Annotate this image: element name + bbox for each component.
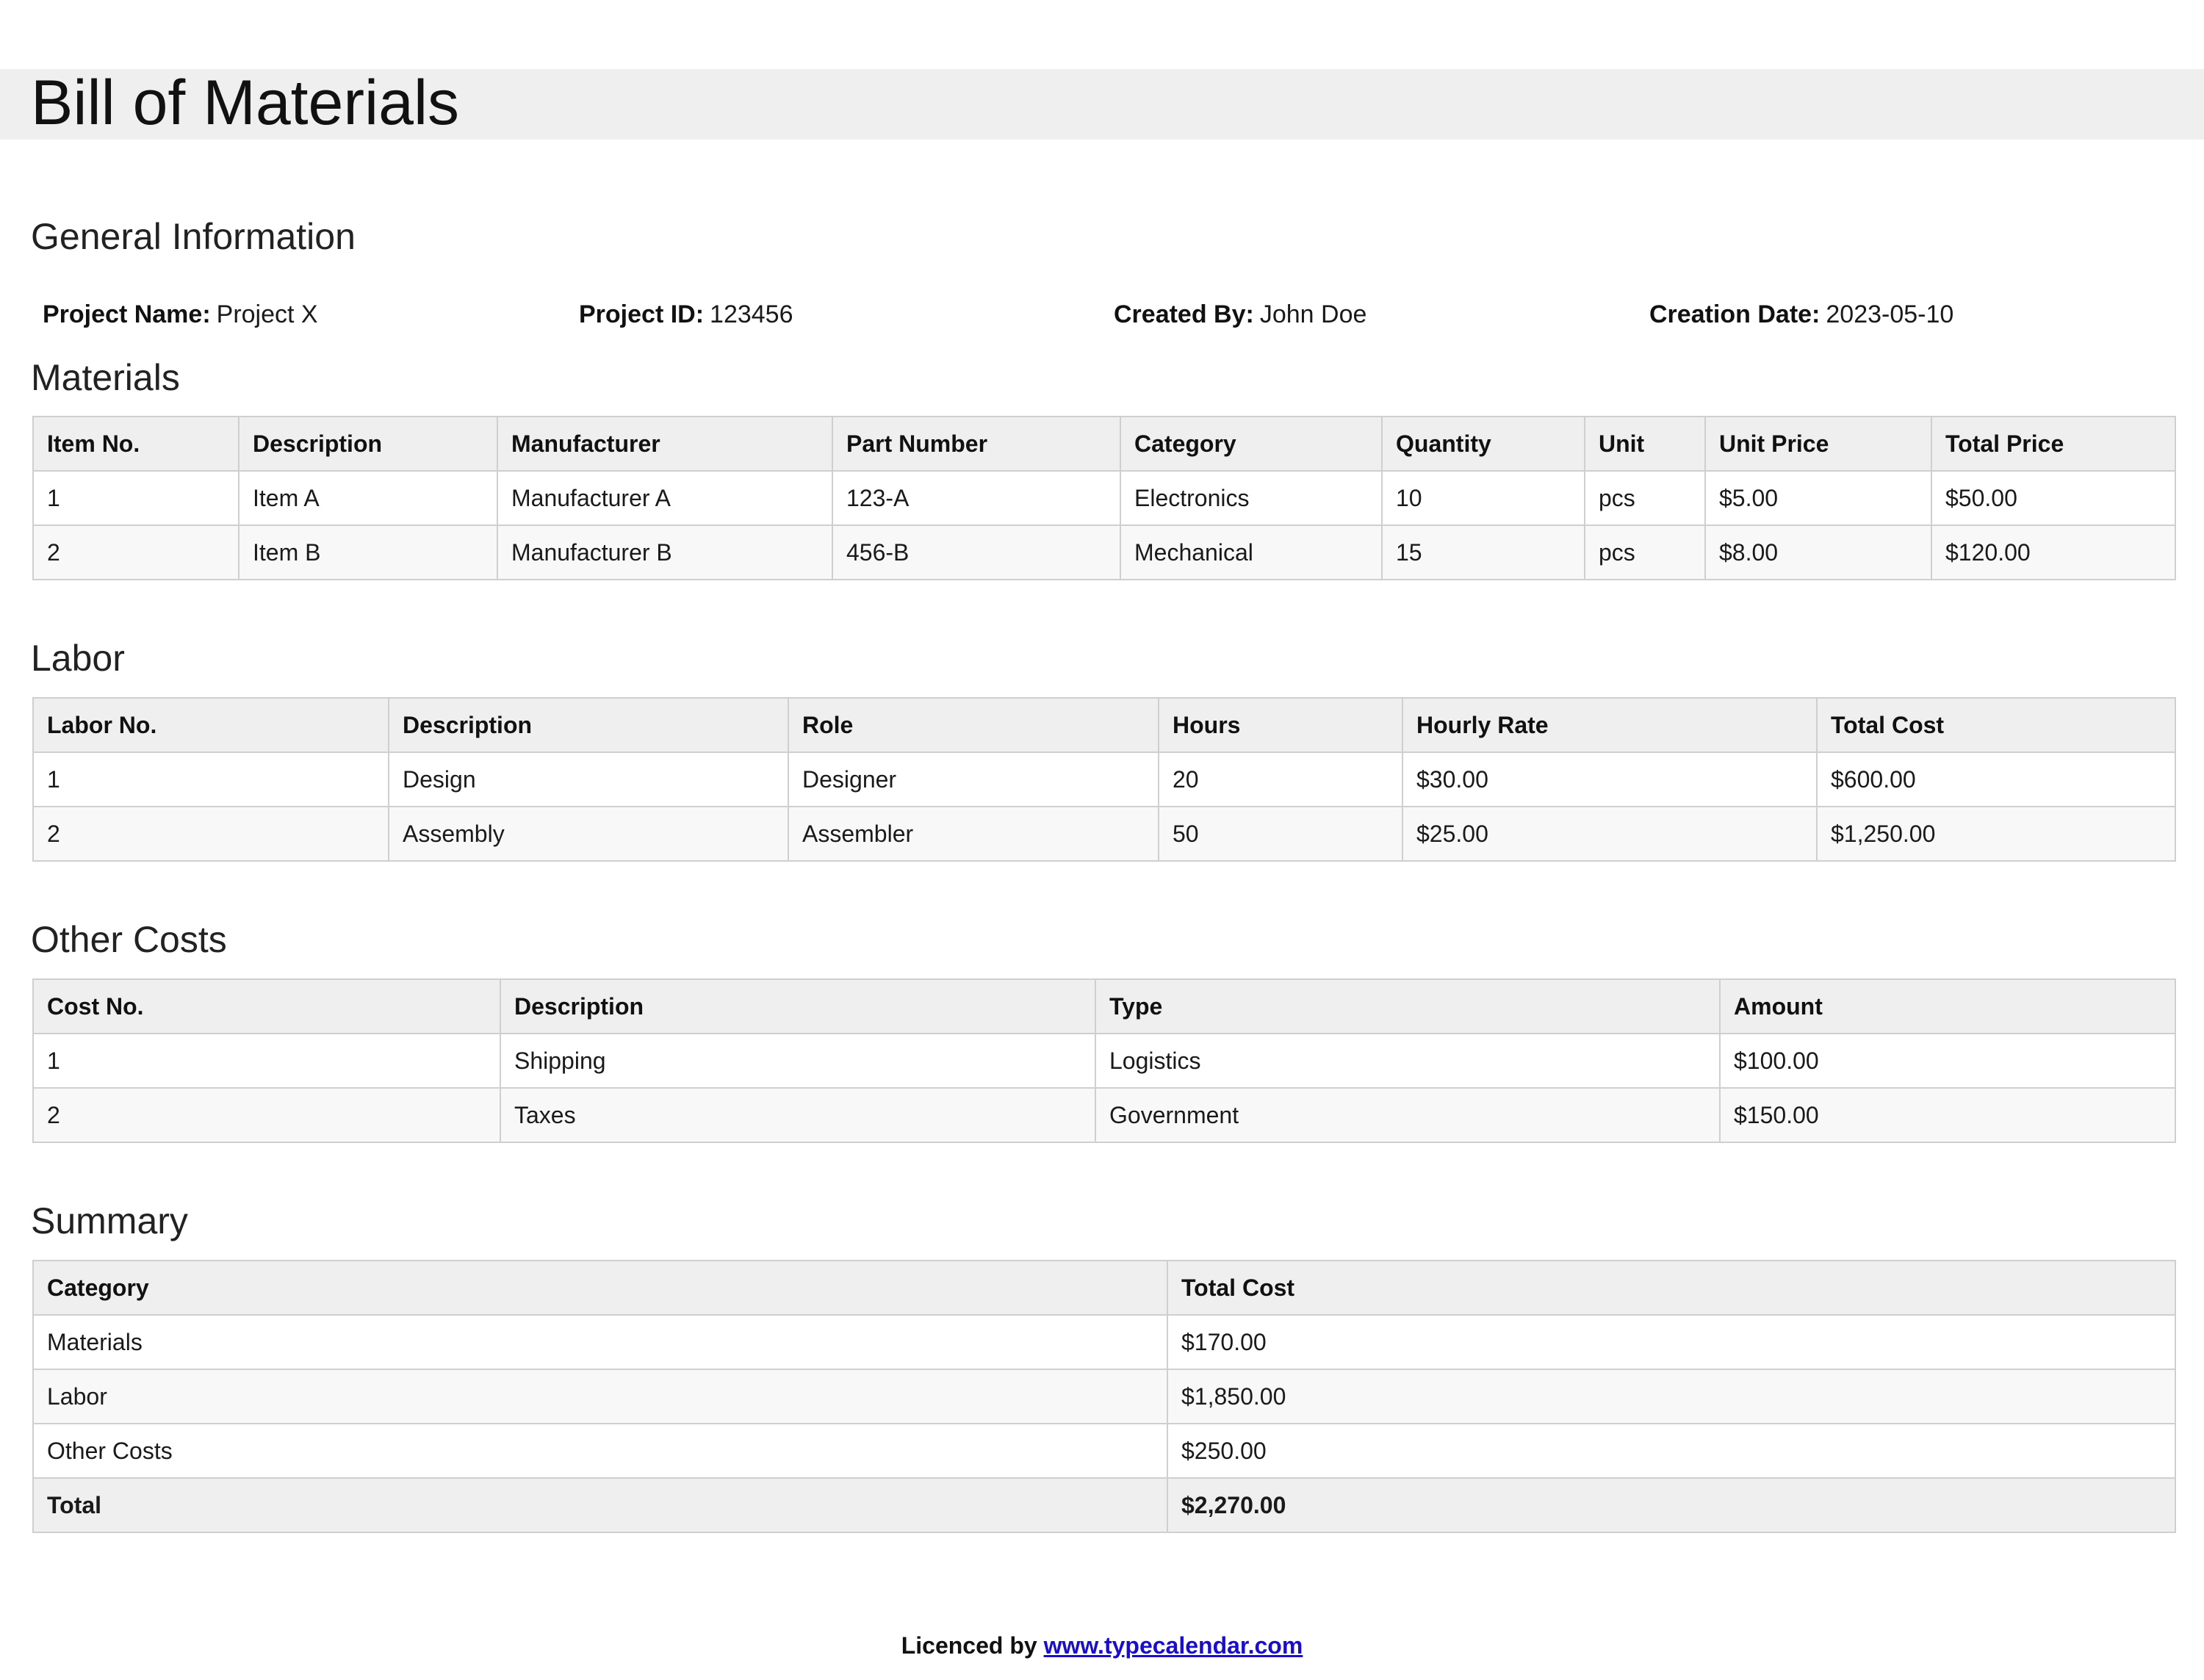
- general-info-heading: General Information: [31, 216, 356, 257]
- materials-heading: Materials: [31, 357, 180, 398]
- labor-heading: Labor: [31, 638, 125, 679]
- table-cell: 456-B: [832, 525, 1120, 580]
- labor-header-row: [33, 698, 2175, 752]
- table-cell: Assembly: [389, 807, 788, 861]
- other-costs-heading: Other Costs: [31, 919, 227, 960]
- creation-date-label: Creation Date:: [1649, 300, 1821, 328]
- summary-header-row: [33, 1261, 2175, 1315]
- table-cell: Item B: [239, 525, 497, 580]
- table-cell: $25.00: [1402, 807, 1817, 861]
- table-cell: $250.00: [1167, 1424, 2175, 1478]
- table-cell: $120.00: [1931, 525, 2175, 580]
- column-header: Quantity: [1382, 417, 1585, 471]
- table-cell: $170.00: [1167, 1315, 2175, 1369]
- table-cell: Other Costs: [33, 1424, 1167, 1478]
- column-header: Item No.: [33, 417, 239, 471]
- table-row: [33, 525, 2175, 580]
- table-cell: Designer: [788, 752, 1159, 807]
- table-cell: 2: [33, 807, 389, 861]
- column-header: Total Cost: [1817, 698, 2175, 752]
- footer-link[interactable]: www.typecalendar.com: [1043, 1632, 1303, 1659]
- materials-header-row: [33, 417, 2175, 471]
- column-header: Total Price: [1931, 417, 2175, 471]
- table-cell: 10: [1382, 471, 1585, 525]
- table-cell: $100.00: [1720, 1034, 2175, 1088]
- table-cell: $1,850.00: [1167, 1369, 2175, 1424]
- created-by-value: John Doe: [1259, 300, 1367, 328]
- other-costs-header-row: [33, 979, 2175, 1034]
- table-cell: Electronics: [1120, 471, 1382, 525]
- table-cell: Design: [389, 752, 788, 807]
- column-header: Part Number: [832, 417, 1120, 471]
- column-header: Labor No.: [33, 698, 389, 752]
- labor-table: [32, 697, 2176, 862]
- total-label: Total: [33, 1478, 1167, 1532]
- table-cell: Taxes: [500, 1088, 1095, 1142]
- table-cell: pcs: [1585, 525, 1705, 580]
- column-header: Unit: [1585, 417, 1705, 471]
- column-header: Total Cost: [1167, 1261, 2175, 1315]
- table-cell: Manufacturer A: [497, 471, 832, 525]
- column-header: Unit Price: [1705, 417, 1931, 471]
- table-row: [33, 1424, 2175, 1478]
- table-cell: Manufacturer B: [497, 525, 832, 580]
- creation-date-value: 2023-05-10: [1826, 300, 1954, 328]
- table-cell: pcs: [1585, 471, 1705, 525]
- column-header: Description: [500, 979, 1095, 1034]
- table-cell: Shipping: [500, 1034, 1095, 1088]
- created-by-label: Created By:: [1114, 300, 1254, 328]
- project-name-field: [43, 300, 550, 329]
- table-cell: Mechanical: [1120, 525, 1382, 580]
- page-title: Bill of Materials: [31, 68, 460, 138]
- table-cell: $150.00: [1720, 1088, 2175, 1142]
- column-header: Description: [239, 417, 497, 471]
- creation-date-field: [1649, 300, 2156, 329]
- footer: [0, 1632, 2204, 1659]
- table-cell: 20: [1159, 752, 1402, 807]
- table-cell: 15: [1382, 525, 1585, 580]
- created-by-field: [1114, 300, 1621, 329]
- summary-table: [32, 1260, 2176, 1533]
- column-header: Hourly Rate: [1402, 698, 1817, 752]
- table-cell: Labor: [33, 1369, 1167, 1424]
- summary-heading: Summary: [31, 1200, 188, 1241]
- table-cell: 1: [33, 471, 239, 525]
- table-cell: Assembler: [788, 807, 1159, 861]
- table-cell: Materials: [33, 1315, 1167, 1369]
- total-value: $2,270.00: [1167, 1478, 2175, 1532]
- table-row: [33, 1369, 2175, 1424]
- table-cell: 1: [33, 1034, 500, 1088]
- column-header: Type: [1095, 979, 1720, 1034]
- table-cell: 2: [33, 525, 239, 580]
- table-row: [33, 807, 2175, 861]
- column-header: Category: [1120, 417, 1382, 471]
- table-cell: 123-A: [832, 471, 1120, 525]
- column-header: Amount: [1720, 979, 2175, 1034]
- column-header: Role: [788, 698, 1159, 752]
- summary-total-row: [33, 1478, 2175, 1532]
- project-id-value: 123456: [710, 300, 793, 328]
- table-cell: $8.00: [1705, 525, 1931, 580]
- other-costs-table: [32, 978, 2176, 1143]
- table-cell: $1,250.00: [1817, 807, 2175, 861]
- footer-prefix: Licenced by: [901, 1632, 1037, 1659]
- project-id-label: Project ID:: [579, 300, 705, 328]
- column-header: Category: [33, 1261, 1167, 1315]
- table-row: [33, 1088, 2175, 1142]
- table-cell: $50.00: [1931, 471, 2175, 525]
- table-cell: 50: [1159, 807, 1402, 861]
- table-cell: Item A: [239, 471, 497, 525]
- table-row: [33, 1034, 2175, 1088]
- table-row: [33, 752, 2175, 807]
- table-cell: $5.00: [1705, 471, 1931, 525]
- table-cell: 2: [33, 1088, 500, 1142]
- column-header: Description: [389, 698, 788, 752]
- table-row: [33, 471, 2175, 525]
- table-row: [33, 1315, 2175, 1369]
- table-cell: $30.00: [1402, 752, 1817, 807]
- table-cell: $600.00: [1817, 752, 2175, 807]
- column-header: Hours: [1159, 698, 1402, 752]
- project-id-field: [579, 300, 1086, 329]
- column-header: Cost No.: [33, 979, 500, 1034]
- materials-table: [32, 416, 2176, 580]
- column-header: Manufacturer: [497, 417, 832, 471]
- table-cell: Logistics: [1095, 1034, 1720, 1088]
- table-cell: Government: [1095, 1088, 1720, 1142]
- project-name-value: Project X: [216, 300, 318, 328]
- project-name-label: Project Name:: [43, 300, 211, 328]
- table-cell: 1: [33, 752, 389, 807]
